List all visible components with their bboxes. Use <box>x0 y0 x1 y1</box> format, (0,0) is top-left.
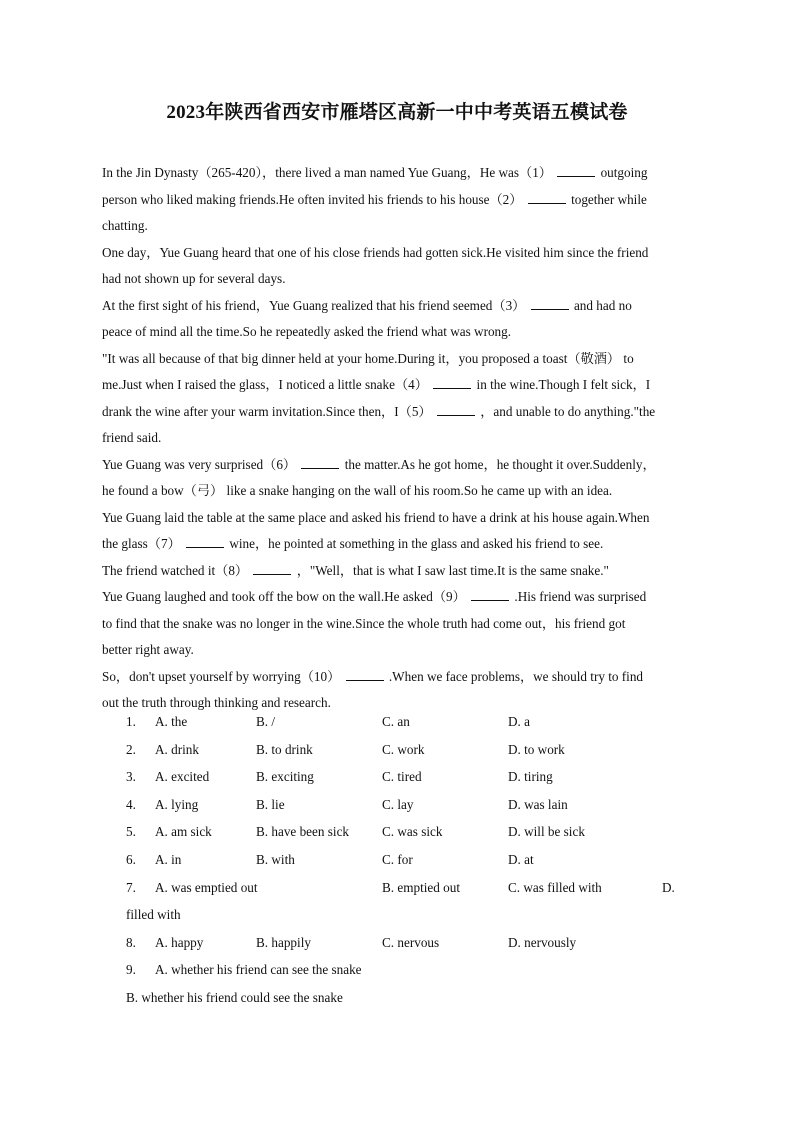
option-b: B. to drink <box>256 741 313 757</box>
passage-text: So，don't upset yourself by worrying（10） <box>102 668 341 684</box>
option-a: A. happy <box>155 934 204 950</box>
answer-blank-2 <box>528 188 566 204</box>
question-row <box>102 763 698 791</box>
question-number: 4. <box>126 796 136 812</box>
question-row <box>102 708 698 736</box>
question-row <box>102 736 698 764</box>
question-row-wrap <box>102 901 698 929</box>
passage-line: One day，Yue Guang heard that one of his close friends had gotten sick.He visited him since the friend <box>102 244 649 260</box>
passage-text: At the first sight of his friend，Yue Guang realized that his friend seemed（3） <box>102 297 526 313</box>
passage-line: friend said. <box>102 430 162 445</box>
passage-line: better right away. <box>102 642 194 657</box>
question-number: 8. <box>126 934 136 950</box>
option-b: B. have been sick <box>256 824 350 840</box>
option-d: D. will be sick <box>508 824 585 840</box>
passage-text: Yue Guang laughed and took off the bow on the wall.He asked（9） <box>102 589 466 604</box>
passage-text: .When we face problems，we should try to find <box>388 668 644 684</box>
answer-blank-6 <box>301 453 339 469</box>
option-a: A. the <box>155 714 188 729</box>
option-c: C. was filled with <box>508 879 602 895</box>
option-d-continued: filled with <box>126 907 181 923</box>
passage-line <box>102 584 698 611</box>
question-number: 6. <box>126 851 136 867</box>
passage-line: Yue Guang laid the table at the same place and asked his friend to have a drink at his house again.When <box>102 509 650 525</box>
passage-text: the glass（7） <box>102 536 181 551</box>
passage-line: he found a bow（弓） like a snake hanging on the wall of his room.So he came up with an idea. <box>102 483 613 498</box>
option-c: C. tired <box>382 769 422 785</box>
answer-blank-5 <box>437 400 475 416</box>
option-a: A. excited <box>155 769 210 785</box>
answer-blank-4 <box>433 373 471 389</box>
page-title: 2023年陕西省西安市雁塔区高新一中中考英语五模试卷 <box>166 102 628 123</box>
option-b: B. whether his friend could see the snake <box>126 989 343 1005</box>
question-row <box>102 846 698 874</box>
option-d: D. was lain <box>508 796 568 812</box>
option-a: A. lying <box>155 796 199 812</box>
question-number: 1. <box>126 714 136 729</box>
option-d: D. tiring <box>508 769 553 785</box>
question-row <box>102 791 698 819</box>
passage-text: drank the wine after your warm invitation.Since then，I（5） <box>102 403 432 419</box>
passage-text: ，"Well，that is what I saw last time.It is the same snake." <box>296 562 609 578</box>
option-d: D. nervously <box>508 934 577 950</box>
question-number: 5. <box>126 824 136 840</box>
option-d: D. a <box>508 714 530 729</box>
passage-line: "It was all because of that big dinner held at your home.During it，you proposed a toast（敬酒） to <box>102 350 634 366</box>
question-number: 2. <box>126 741 136 757</box>
passage-line: peace of mind all the time.So he repeatedly asked the friend what was wrong. <box>102 324 512 339</box>
option-a: A. whether his friend can see the snake <box>155 962 362 978</box>
question-row-wrap <box>102 984 698 1012</box>
option-c: C. nervous <box>382 934 440 950</box>
passage-text: ，and unable to do anything."the <box>480 403 656 419</box>
question-row <box>102 874 698 902</box>
passage-line <box>102 372 698 399</box>
question-list <box>102 708 698 1012</box>
option-b: B. emptied out <box>382 879 461 895</box>
passage-line: out the truth through thinking and research. <box>102 695 331 710</box>
passage-text: In the Jin Dynasty（265-420），there lived a man named Yue Guang，He was（1） <box>102 165 552 180</box>
passage-line <box>102 187 698 214</box>
question-number: 7. <box>126 879 136 895</box>
passage-text: in the wine.Though I felt sick，I <box>476 377 651 392</box>
passage-text: person who liked making friends.He often invited his friends to his house（2） <box>102 191 523 207</box>
question-number: 3. <box>126 769 136 785</box>
option-c: C. for <box>382 851 413 867</box>
option-a: A. was emptied out <box>155 879 258 895</box>
option-a: A. in <box>155 851 182 867</box>
option-c: C. an <box>382 714 410 729</box>
passage-line <box>102 664 698 691</box>
answer-blank-10 <box>346 665 384 681</box>
option-b: B. lie <box>256 796 285 812</box>
answer-blank-9 <box>471 585 509 601</box>
passage-text: and had no <box>573 297 632 313</box>
option-c: C. work <box>382 741 425 757</box>
passage-text: wine，he pointed at something in the glass and asked his friend to see. <box>229 536 604 551</box>
passage-line <box>102 293 698 320</box>
question-row <box>102 929 698 957</box>
answer-blank-7 <box>186 532 224 548</box>
question-number: 9. <box>126 962 136 978</box>
passage-text: me.Just when I raised the glass，I noticed a little snake（4） <box>102 377 428 392</box>
passage-line <box>102 452 698 479</box>
option-c: C. was sick <box>382 824 443 840</box>
option-b: B. exciting <box>256 769 314 785</box>
passage-text: together while <box>571 191 647 207</box>
passage-line: chatting. <box>102 218 148 233</box>
option-c: C. lay <box>382 796 414 812</box>
option-d: D. <box>662 879 675 895</box>
option-a: A. am sick <box>155 824 212 840</box>
passage-line <box>102 160 698 187</box>
option-b: B. happily <box>256 934 311 950</box>
option-b: B. / <box>256 714 276 729</box>
passage-line <box>102 531 698 558</box>
passage-line <box>102 399 698 426</box>
passage-line: had not shown up for several days. <box>102 271 286 286</box>
option-a: A. drink <box>155 741 199 757</box>
passage-line <box>102 558 698 585</box>
answer-blank-8 <box>253 559 291 575</box>
option-d: D. to work <box>508 741 565 757</box>
passage-text: Yue Guang was very surprised（6） <box>102 456 297 472</box>
question-row <box>102 818 698 846</box>
option-d: D. at <box>508 851 534 867</box>
answer-blank-1 <box>557 161 595 177</box>
passage-line: to find that the snake was no longer in the wine.Since the whole truth had come out，his friend got <box>102 615 626 631</box>
question-row <box>102 956 698 984</box>
answer-blank-3 <box>531 294 569 310</box>
passage-text: the matter.As he got home，he thought it over.Suddenly， <box>344 456 656 472</box>
passage-text: outgoing <box>600 165 648 180</box>
option-b: B. with <box>256 851 295 867</box>
reading-passage <box>102 160 698 717</box>
passage-text: The friend watched it（8） <box>102 562 249 578</box>
passage-text: .His friend was surprised <box>514 589 647 604</box>
